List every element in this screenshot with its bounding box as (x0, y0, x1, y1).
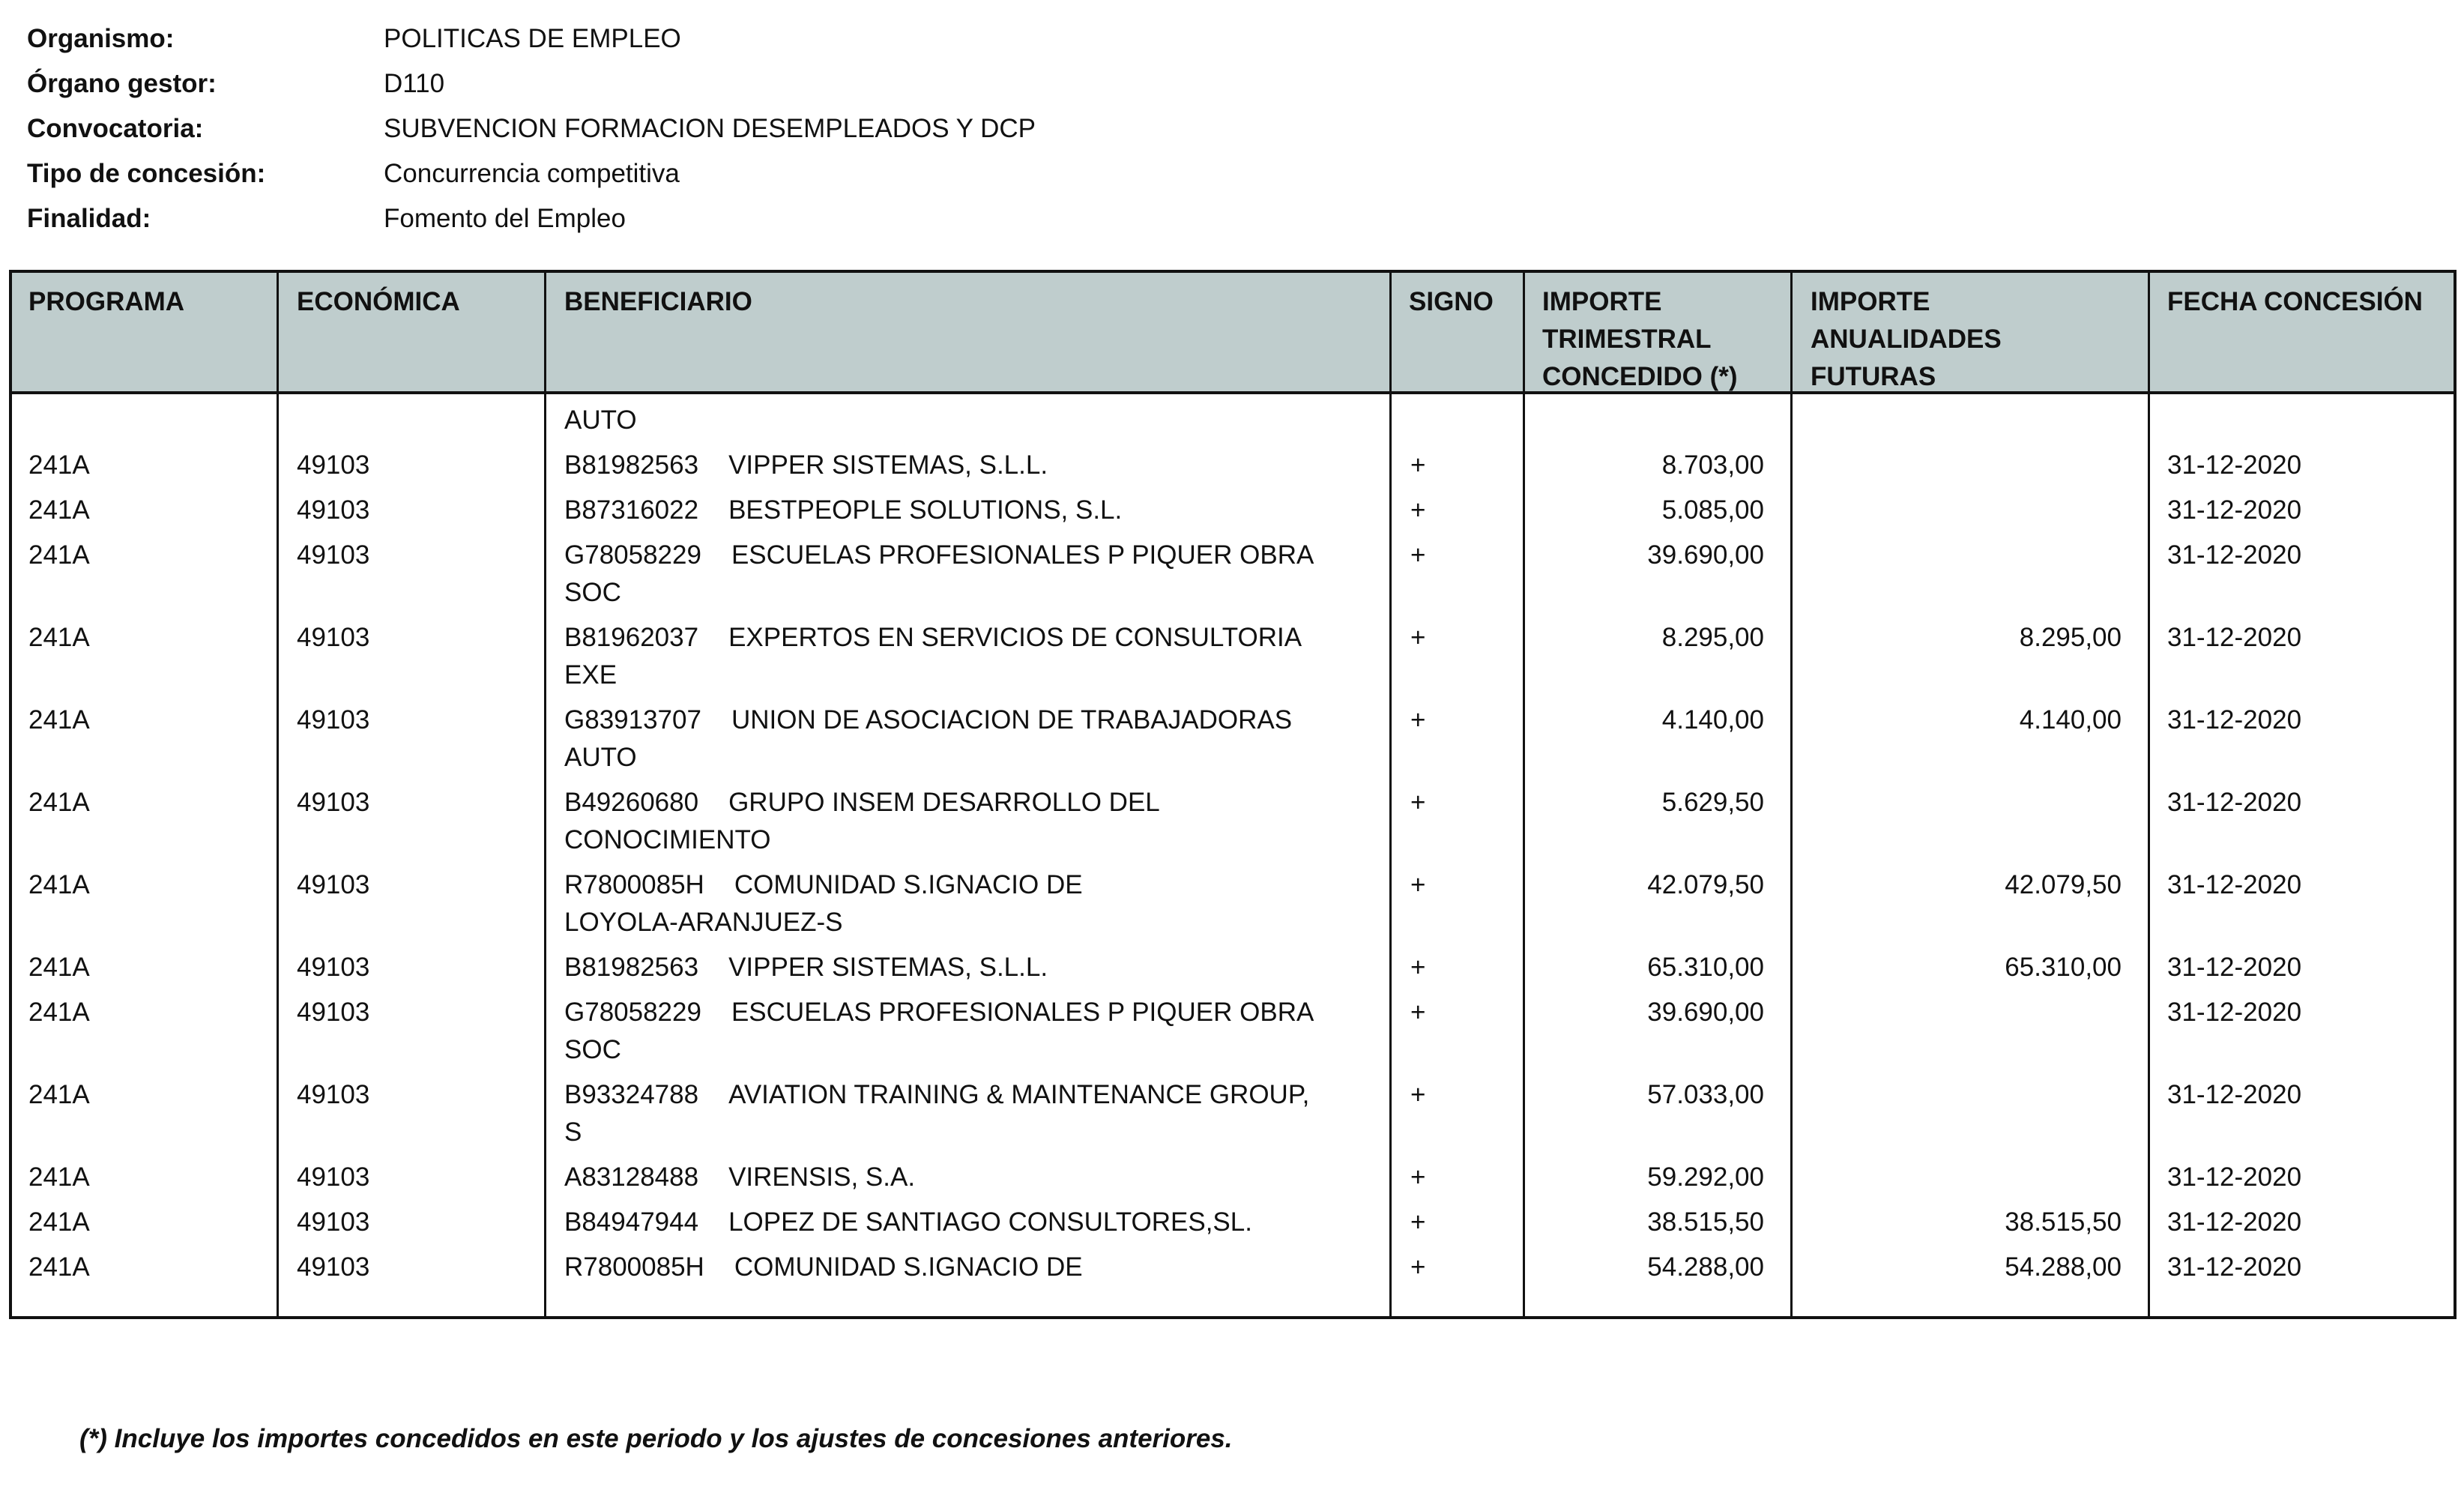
beneficiary-nif: B81982563 (564, 450, 699, 480)
cell-economica: 49103 (297, 953, 370, 982)
beneficiary-nif: B81982563 (564, 953, 699, 982)
cell-beneficiario (564, 1159, 915, 1196)
meta-label: Convocatoria: (27, 114, 204, 143)
beneficiary-name: VIRENSIS, S.A. (728, 1162, 916, 1192)
cell-beneficiario (564, 949, 1048, 986)
cell-economica: 49103 (297, 788, 370, 817)
cell-economica: 49103 (297, 1162, 370, 1192)
beneficiary-name: BESTPEOPLE SOLUTIONS, S.L. (728, 495, 1123, 525)
cell-fecha: 31-12-2020 (2167, 998, 2302, 1027)
cell-programa: 241A (28, 495, 90, 525)
cell-programa: 241A (28, 788, 90, 817)
cell-programa: 241A (28, 540, 90, 570)
beneficiary-name: EXPERTOS EN SERVICIOS DE CONSULTORIA (728, 623, 1302, 652)
cell-importe-trimestral: 5.629,50 (1661, 788, 1764, 817)
subsidy-table (9, 270, 2457, 1319)
header-beneficiario: BENEFICIARIO (564, 287, 752, 316)
cell-beneficiario (564, 1076, 1309, 1151)
cell-beneficiario (564, 1249, 1083, 1286)
beneficiario-continuation: AUTO (564, 405, 637, 435)
cell-economica: 49103 (297, 495, 370, 525)
beneficiary-name: COMUNIDAD S.IGNACIO DE (734, 1252, 1083, 1282)
header-importe-anualidades (1811, 283, 2002, 396)
cell-importe-trimestral: 65.310,00 (1647, 953, 1764, 982)
cell-programa: 241A (28, 953, 90, 982)
beneficiary-name-continuation: EXE (564, 660, 617, 690)
meta-label: Organismo: (27, 24, 175, 53)
cell-economica: 49103 (297, 998, 370, 1027)
cell-signo: + (1410, 1162, 1426, 1192)
cell-programa: 241A (28, 1162, 90, 1192)
header-line: IMPORTE (1811, 287, 1930, 316)
header-economica: ECONÓMICA (297, 287, 460, 316)
meta-label: Tipo de concesión: (27, 159, 266, 188)
cell-programa: 241A (28, 1207, 90, 1237)
cell-fecha: 31-12-2020 (2167, 953, 2302, 982)
header-line: ANUALIDADES (1811, 325, 2002, 354)
beneficiary-name: AVIATION TRAINING & MAINTENANCE GROUP, (728, 1080, 1310, 1109)
cell-importe-trimestral: 8.703,00 (1661, 450, 1764, 480)
cell-beneficiario (564, 619, 1302, 694)
cell-fecha: 31-12-2020 (2167, 450, 2302, 480)
meta-value: Concurrencia competitiva (384, 159, 680, 188)
cell-importe-trimestral: 57.033,00 (1647, 1080, 1764, 1109)
cell-fecha: 31-12-2020 (2167, 540, 2302, 570)
footnote: (*) Incluye los importes concedidos en este periodo y los ajustes de concesiones anteriores. (79, 1424, 1233, 1453)
cell-importe-trimestral: 42.079,50 (1647, 870, 1764, 899)
cell-fecha: 31-12-2020 (2167, 870, 2302, 899)
beneficiary-name-continuation: SOC (564, 1035, 621, 1064)
beneficiary-name: ESCUELAS PROFESIONALES P PIQUER OBRA (731, 998, 1314, 1027)
cell-fecha: 31-12-2020 (2167, 1252, 2302, 1282)
header-signo: SIGNO (1409, 287, 1494, 316)
column-divider (277, 273, 279, 1316)
beneficiary-nif: R7800085H (564, 1252, 704, 1282)
beneficiary-name-continuation: LOYOLA-ARANJUEZ-S (564, 908, 843, 937)
cell-beneficiario (564, 784, 1160, 859)
cell-programa: 241A (28, 450, 90, 480)
meta-value: Fomento del Empleo (384, 204, 626, 233)
beneficiary-nif: G78058229 (564, 998, 701, 1027)
cell-fecha: 31-12-2020 (2167, 495, 2302, 525)
cell-beneficiario (564, 994, 1314, 1069)
header-fecha: FECHA CONCESIÓN (2167, 287, 2423, 316)
cell-signo: + (1410, 495, 1426, 525)
cell-programa: 241A (28, 1252, 90, 1282)
cell-fecha: 31-12-2020 (2167, 1080, 2302, 1109)
header-line: CONCEDIDO (*) (1542, 362, 1738, 391)
column-divider (1790, 273, 1793, 1316)
cell-signo: + (1410, 1252, 1426, 1282)
cell-economica: 49103 (297, 450, 370, 480)
beneficiary-nif: B84947944 (564, 1207, 699, 1237)
meta-tipo-concesion (27, 151, 1036, 196)
cell-beneficiario (564, 702, 1292, 776)
meta-value: D110 (384, 69, 445, 98)
meta-label: Órgano gestor: (27, 69, 217, 98)
cell-programa: 241A (28, 870, 90, 899)
cell-importe-trimestral: 8.295,00 (1661, 623, 1764, 652)
beneficiary-nif: B81962037 (564, 623, 699, 652)
beneficiary-name-continuation: S (564, 1118, 582, 1147)
cell-economica: 49103 (297, 1252, 370, 1282)
cell-signo: + (1410, 998, 1426, 1027)
cell-signo: + (1410, 1207, 1426, 1237)
cell-programa: 241A (28, 705, 90, 735)
meta-value: POLITICAS DE EMPLEO (384, 24, 681, 53)
cell-importe-futuras: 54.288,00 (2005, 1252, 2122, 1282)
cell-importe-trimestral: 39.690,00 (1647, 540, 1764, 570)
cell-signo: + (1410, 540, 1426, 570)
beneficiary-name-continuation: CONOCIMIENTO (564, 825, 771, 854)
beneficiary-name: ESCUELAS PROFESIONALES P PIQUER OBRA (731, 540, 1314, 570)
cell-programa: 241A (28, 1080, 90, 1109)
column-divider (2148, 273, 2150, 1316)
cell-fecha: 31-12-2020 (2167, 623, 2302, 652)
header-line: FUTURAS (1811, 362, 1936, 391)
header-divider (12, 391, 2454, 394)
beneficiary-name: LOPEZ DE SANTIAGO CONSULTORES,SL. (728, 1207, 1252, 1237)
beneficiary-nif: G78058229 (564, 540, 701, 570)
column-divider (544, 273, 546, 1316)
meta-value: SUBVENCION FORMACION DESEMPLEADOS Y DCP (384, 114, 1036, 143)
cell-beneficiario (564, 1204, 1252, 1241)
meta-organismo (27, 16, 1036, 61)
cell-importe-futuras: 65.310,00 (2005, 953, 2122, 982)
beneficiary-name-continuation: SOC (564, 578, 621, 607)
beneficiary-name: VIPPER SISTEMAS, S.L.L. (728, 953, 1048, 982)
cell-programa: 241A (28, 623, 90, 652)
beneficiary-name: UNION DE ASOCIACION DE TRABAJADORAS (731, 705, 1293, 735)
cell-beneficiario (564, 866, 1083, 941)
cell-signo: + (1410, 705, 1426, 735)
cell-programa: 241A (28, 998, 90, 1027)
cell-importe-trimestral: 4.140,00 (1661, 705, 1764, 735)
beneficiary-nif: B87316022 (564, 495, 699, 525)
beneficiary-name: GRUPO INSEM DESARROLLO DEL (728, 788, 1160, 817)
cell-importe-trimestral: 39.690,00 (1647, 998, 1764, 1027)
column-divider (1523, 273, 1525, 1316)
meta-organo-gestor (27, 61, 1036, 106)
cell-signo: + (1410, 953, 1426, 982)
cell-importe-trimestral: 38.515,50 (1647, 1207, 1764, 1237)
cell-fecha: 31-12-2020 (2167, 788, 2302, 817)
cell-importe-trimestral: 59.292,00 (1647, 1162, 1764, 1192)
cell-importe-trimestral: 54.288,00 (1647, 1252, 1764, 1282)
cell-importe-futuras: 8.295,00 (2019, 623, 2122, 652)
cell-beneficiario (564, 537, 1314, 612)
meta-finalidad (27, 196, 1036, 241)
header-importe-trimestral (1542, 283, 1738, 396)
beneficiary-nif: R7800085H (564, 870, 704, 899)
beneficiary-nif: G83913707 (564, 705, 701, 735)
beneficiary-nif: B49260680 (564, 788, 699, 817)
cell-importe-trimestral: 5.085,00 (1661, 495, 1764, 525)
cell-beneficiario (564, 492, 1122, 529)
cell-signo: + (1410, 450, 1426, 480)
cell-signo: + (1410, 623, 1426, 652)
beneficiary-name: COMUNIDAD S.IGNACIO DE (734, 870, 1083, 899)
cell-importe-futuras: 42.079,50 (2005, 870, 2122, 899)
cell-economica: 49103 (297, 1080, 370, 1109)
header-line: IMPORTE (1542, 287, 1662, 316)
cell-economica: 49103 (297, 540, 370, 570)
cell-importe-futuras: 38.515,50 (2005, 1207, 2122, 1237)
cell-economica: 49103 (297, 705, 370, 735)
beneficiary-name-continuation: AUTO (564, 743, 637, 772)
meta-convocatoria (27, 106, 1036, 151)
cell-economica: 49103 (297, 1207, 370, 1237)
document-metadata (27, 16, 1036, 241)
cell-fecha: 31-12-2020 (2167, 1207, 2302, 1237)
cell-fecha: 31-12-2020 (2167, 705, 2302, 735)
column-divider (1389, 273, 1392, 1316)
cell-signo: + (1410, 870, 1426, 899)
cell-signo: + (1410, 1080, 1426, 1109)
cell-fecha: 31-12-2020 (2167, 1162, 2302, 1192)
header-programa: PROGRAMA (28, 287, 185, 316)
cell-economica: 49103 (297, 623, 370, 652)
header-line: TRIMESTRAL (1542, 325, 1712, 354)
beneficiary-name: VIPPER SISTEMAS, S.L.L. (728, 450, 1048, 480)
cell-importe-futuras: 4.140,00 (2019, 705, 2122, 735)
beneficiary-nif: B93324788 (564, 1080, 699, 1109)
meta-label: Finalidad: (27, 204, 151, 233)
cell-beneficiario (564, 447, 1048, 484)
beneficiary-nif: A83128488 (564, 1162, 699, 1192)
cell-economica: 49103 (297, 870, 370, 899)
cell-signo: + (1410, 788, 1426, 817)
